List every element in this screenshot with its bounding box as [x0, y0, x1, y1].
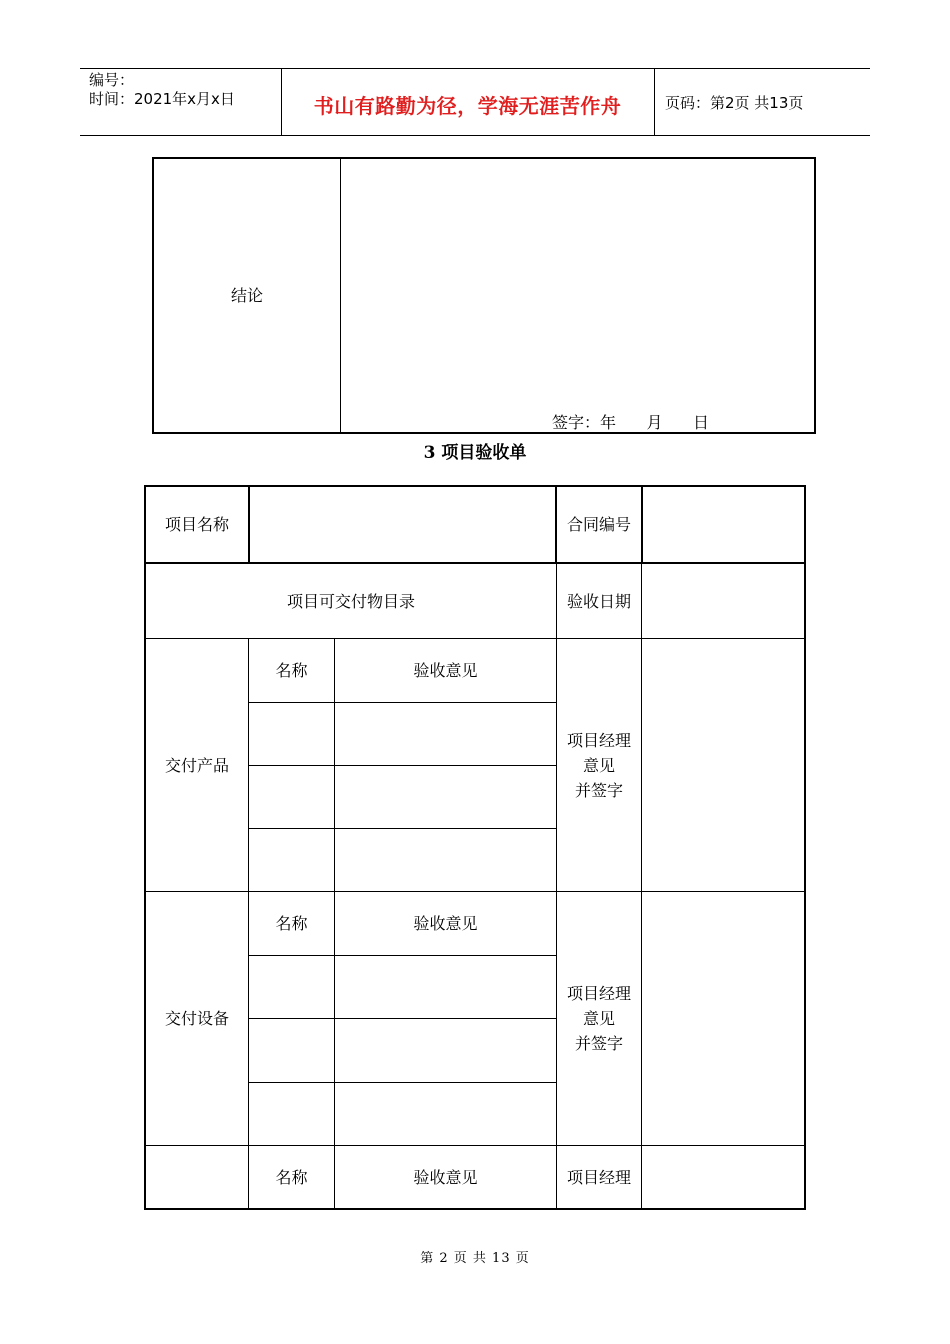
serial-label: 编号： — [89, 71, 135, 89]
manager-signature-field[interactable] — [642, 892, 804, 1145]
section-title: 3 项目验收单 — [423, 443, 527, 463]
contract-no-field[interactable] — [643, 487, 804, 562]
table-border — [804, 485, 806, 1210]
manager-signature-field[interactable] — [642, 1146, 804, 1208]
conclusion-value[interactable] — [341, 159, 814, 404]
category-cell — [146, 1146, 248, 1208]
acceptance-date-label: 验收日期 — [566, 591, 631, 611]
project-name-label: 项目名称 — [164, 515, 229, 534]
page-info: 页码：第2页 共13页 — [665, 94, 804, 112]
item-name-field[interactable] — [249, 1083, 334, 1145]
item-opinion-field[interactable] — [335, 1083, 556, 1145]
manager-opinion-label: 项目经理 — [566, 1167, 631, 1187]
motto-text: 书山有路勤为径，学海无涯苦作舟 — [313, 94, 622, 118]
item-name-field[interactable] — [249, 766, 334, 828]
item-opinion-field[interactable] — [335, 829, 556, 891]
header-divider-right — [654, 68, 655, 136]
item-opinion-field[interactable] — [335, 703, 556, 765]
manager-signature-field[interactable] — [642, 639, 804, 891]
table-border — [144, 1208, 806, 1210]
manager-opinion-label: 项目经理 意见 并签字 — [566, 730, 631, 800]
page-footer: 第 2 页 共 13 页 — [420, 1251, 530, 1266]
item-opinion-field[interactable] — [335, 956, 556, 1018]
item-name-field[interactable] — [249, 956, 334, 1018]
name-column-header: 名称 — [275, 914, 308, 933]
conclusion-label: 结论 — [230, 286, 263, 305]
category-delivered-products: 交付产品 — [164, 755, 229, 775]
name-column-header: 名称 — [275, 1167, 308, 1187]
item-opinion-field[interactable] — [335, 766, 556, 828]
signature-line: 签字：年 月 日 — [552, 413, 710, 432]
item-name-field[interactable] — [249, 829, 334, 891]
acceptance-date-field[interactable] — [642, 564, 804, 638]
table-border — [814, 157, 816, 434]
name-column-header: 名称 — [275, 661, 308, 680]
table-border — [152, 432, 816, 434]
category-delivered-equipment: 交付设备 — [164, 1009, 229, 1028]
item-name-field[interactable] — [249, 1019, 334, 1082]
opinion-column-header: 验收意见 — [413, 661, 478, 680]
contract-no-label: 合同编号 — [566, 515, 631, 534]
time-label: 时间：2021年x月x日 — [89, 90, 235, 108]
project-name-field[interactable] — [250, 487, 555, 562]
header-bottom-rule — [80, 135, 870, 136]
item-name-field[interactable] — [249, 703, 334, 765]
opinion-column-header: 验收意见 — [413, 1167, 478, 1187]
opinion-column-header: 验收意见 — [413, 914, 478, 933]
item-opinion-field[interactable] — [335, 1019, 556, 1082]
manager-opinion-label: 项目经理 意见 并签字 — [566, 984, 631, 1053]
header-top-rule — [80, 68, 870, 69]
deliverables-catalog-label: 项目可交付物目录 — [286, 591, 415, 611]
